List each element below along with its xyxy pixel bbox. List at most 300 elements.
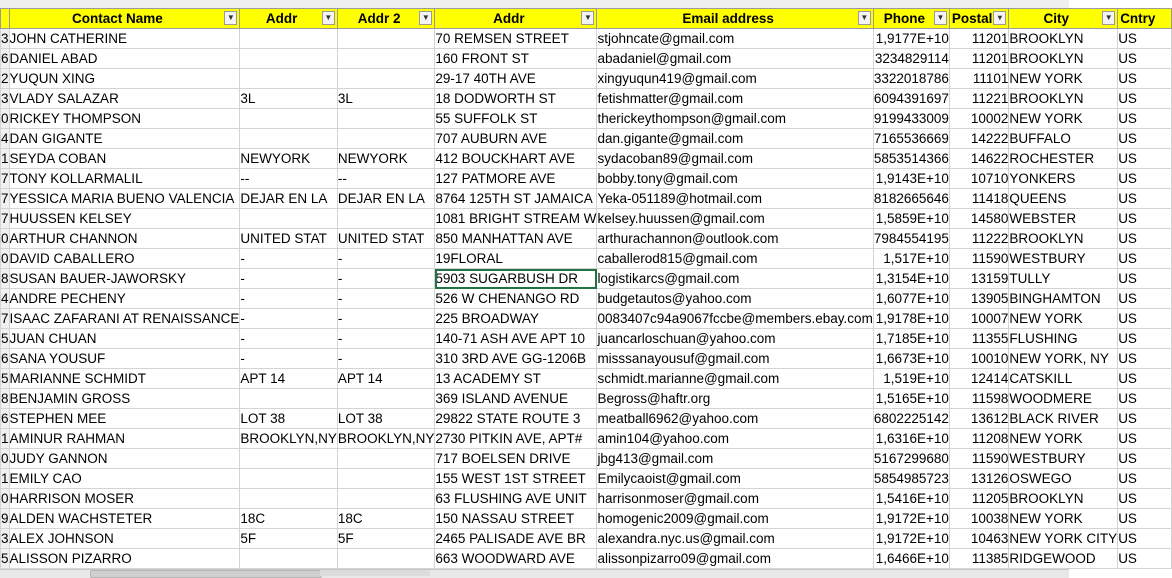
row-number[interactable]: 0 [1,249,10,269]
column-header-postal[interactable]: Postal ▾ [949,9,1009,29]
cell-addr1[interactable]: - [240,289,338,309]
cell-city[interactable]: BROOKLYN [1009,49,1118,69]
cell-phone[interactable]: 1,3154E+10 [873,269,949,289]
cell-addr2[interactable]: 18C [337,509,435,529]
cell-phone[interactable]: 1,5416E+10 [873,489,949,509]
cell-contact-name[interactable]: DAVID CABALLERO [9,249,240,269]
row-number[interactable]: 2 [1,69,10,89]
cell-addr[interactable]: 526 W CHENANGO RD [435,289,597,309]
cell-postal[interactable]: 13126 [949,469,1009,489]
cell-country[interactable]: US [1118,509,1172,529]
cell-addr1[interactable] [240,389,338,409]
cell-contact-name[interactable]: STEPHEN MEE [9,409,240,429]
cell-country[interactable]: US [1118,549,1172,569]
cell-contact-name[interactable]: RICKEY THOMPSON [9,109,240,129]
cell-addr1[interactable]: - [240,269,338,289]
cell-addr1[interactable]: LOT 38 [240,409,338,429]
cell-addr[interactable]: 369 ISLAND AVENUE [435,389,597,409]
cell-addr[interactable]: 717 BOELSEN DRIVE [435,449,597,469]
row-number[interactable]: 6 [1,49,10,69]
cell-email[interactable]: caballerod815@gmail.com [597,249,873,269]
cell-addr2[interactable]: NEWYORK [337,149,435,169]
cell-email[interactable]: Begross@haftr.org [597,389,873,409]
row-number[interactable]: 4 [1,289,10,309]
cell-city[interactable]: TULLY [1009,269,1118,289]
row-number[interactable]: 8 [1,269,10,289]
cell-addr[interactable]: 127 PATMORE AVE [435,169,597,189]
cell-contact-name[interactable]: HUUSSEN KELSEY [9,209,240,229]
cell-email[interactable]: homogenic2009@gmail.com [597,509,873,529]
cell-addr[interactable]: 29822 STATE ROUTE 3 [435,409,597,429]
cell-phone[interactable]: 1,5859E+10 [873,209,949,229]
cell-contact-name[interactable]: JUDY GANNON [9,449,240,469]
cell-city[interactable]: NEW YORK [1009,309,1118,329]
table-row [1,209,1172,229]
cell-contact-name[interactable]: SEYDA COBAN [9,149,240,169]
cell-phone[interactable]: 1,5165E+10 [873,389,949,409]
cell-city[interactable]: WESTBURY [1009,249,1118,269]
cell-country[interactable]: US [1118,449,1172,469]
cell-addr[interactable]: 70 REMSEN STREET [435,29,597,49]
cell-city[interactable]: BLACK RIVER [1009,409,1118,429]
cell-email[interactable]: schmidt.marianne@gmail.com [597,369,873,389]
cell-country[interactable]: US [1118,409,1172,429]
table-row [1,109,1172,129]
row-number[interactable]: 3 [1,29,10,49]
cell-country[interactable]: US [1118,69,1172,89]
cell-postal[interactable]: 10007 [949,309,1009,329]
cell-addr2[interactable]: - [337,329,435,349]
cell-email[interactable]: stjohncate@gmail.com [597,29,873,49]
dropdown-arrow-icon[interactable]: ▼ [934,11,947,25]
cell-phone[interactable]: 6802225142 [873,409,949,429]
cell-email[interactable]: arthurachannon@outlook.com [597,229,873,249]
cell-addr[interactable]: 5903 SUGARBUSH DR [435,269,597,289]
cell-addr2[interactable] [337,109,435,129]
cell-contact-name[interactable]: JOHN CATHERINE [9,29,240,49]
column-header-addr2[interactable]: Addr 2 ▼ [337,9,435,29]
table-row [1,529,1172,549]
cell-email[interactable]: misssanayousuf@gmail.com [597,349,873,369]
cell-addr[interactable]: 310 3RD AVE GG-1206B [435,349,597,369]
cell-addr1[interactable] [240,49,338,69]
cell-contact-name[interactable]: ALDEN WACHSTETER [9,509,240,529]
cell-addr1[interactable]: - [240,329,338,349]
cell-phone[interactable]: 5854985723 [873,469,949,489]
cell-phone[interactable]: 1,9172E+10 [873,529,949,549]
cell-country[interactable]: US [1118,89,1172,109]
cell-city[interactable]: NEW YORK [1009,69,1118,89]
cell-contact-name[interactable]: ISAAC ZAFARANI AT RENAISSANCE [9,309,240,329]
cell-contact-name[interactable]: YESSICA MARIA BUENO VALENCIA [9,189,240,209]
cell-contact-name[interactable]: SUSAN BAUER-JAWORSKY [9,269,240,289]
cell-addr2[interactable] [337,469,435,489]
row-number[interactable]: 9 [1,509,10,529]
cell-addr2[interactable] [337,129,435,149]
cell-addr2[interactable]: - [337,249,435,269]
cell-postal[interactable]: 13905 [949,289,1009,309]
scrollbar-thumb[interactable] [90,570,322,578]
cell-addr1[interactable]: -- [240,169,338,189]
select-all-corner[interactable] [1,9,10,29]
cell-city[interactable]: WESTBURY [1009,449,1118,469]
cell-email[interactable]: alissonpizarro09@gmail.com [597,549,873,569]
cell-addr[interactable]: 140-71 ASH AVE APT 10 [435,329,597,349]
cell-addr1[interactable] [240,129,338,149]
cell-addr2[interactable] [337,69,435,89]
cell-phone[interactable]: 5167299680 [873,449,949,469]
cell-phone[interactable]: 1,6673E+10 [873,349,949,369]
cell-addr[interactable]: 707 AUBURN AVE [435,129,597,149]
cell-email[interactable]: dan.gigante@gmail.com [597,129,873,149]
row-number[interactable]: 8 [1,389,10,409]
row-number[interactable]: 1 [1,429,10,449]
cell-addr2[interactable]: - [337,349,435,369]
cell-phone[interactable]: 1,9172E+10 [873,509,949,529]
cell-addr[interactable]: 8764 125TH ST JAMAICA [435,189,597,209]
cell-city[interactable]: NEW YORK CITY [1009,529,1118,549]
cell-addr2[interactable]: APT 14 [337,369,435,389]
cell-city[interactable]: BROOKLYN [1009,229,1118,249]
cell-addr1[interactable] [240,69,338,89]
cell-addr2[interactable] [337,489,435,509]
column-header-email[interactable]: Email address ▼ [597,9,873,29]
cell-postal[interactable]: 11201 [949,29,1009,49]
cell-postal[interactable]: 11221 [949,89,1009,109]
cell-country[interactable]: US [1118,529,1172,549]
cell-phone[interactable]: 7165536669 [873,129,949,149]
cell-addr1[interactable]: APT 14 [240,369,338,389]
cell-addr2[interactable]: 5F [337,529,435,549]
cell-country[interactable]: US [1118,489,1172,509]
cell-postal[interactable]: 11201 [949,49,1009,69]
cell-postal[interactable]: 11101 [949,69,1009,89]
cell-addr[interactable]: 663 WOODWARD AVE [435,549,597,569]
cell-email[interactable]: bobby.tony@gmail.com [597,169,873,189]
cell-addr1[interactable]: 5F [240,529,338,549]
cell-addr[interactable]: 19FLORAL [435,249,597,269]
cell-addr1[interactable]: - [240,349,338,369]
cell-country[interactable]: US [1118,369,1172,389]
table-row [1,369,1172,389]
cell-addr2[interactable] [337,449,435,469]
cell-country[interactable]: US [1118,149,1172,169]
cell-addr1[interactable]: BROOKLYN,NY [240,429,338,449]
funnel-filter-icon[interactable]: ▾ [993,11,1006,25]
column-header-contact-name[interactable]: Contact Name ▼ [9,9,240,29]
cell-addr[interactable]: 412 BOUCKHART AVE [435,149,597,169]
cell-postal[interactable]: 11208 [949,429,1009,449]
cell-addr2[interactable]: UNITED STAT [337,229,435,249]
cell-addr[interactable]: 850 MANHATTAN AVE [435,229,597,249]
cell-phone[interactable]: 9199433009 [873,109,949,129]
cell-country[interactable]: US [1118,429,1172,449]
cell-addr1[interactable] [240,29,338,49]
cell-contact-name[interactable]: ALISSON PIZARRO [9,549,240,569]
row-number[interactable]: 5 [1,549,10,569]
column-header-addr1[interactable]: Addr ▼ [240,9,338,29]
cell-country[interactable]: US [1118,389,1172,409]
cell-email[interactable]: jbg413@gmail.com [597,449,873,469]
row-number[interactable]: 0 [1,449,10,469]
cell-email[interactable]: 0083407c94a9067fccbe@members.ebay.com [597,309,873,329]
cell-phone[interactable]: 1,9177E+10 [873,29,949,49]
cell-postal[interactable]: 11385 [949,549,1009,569]
dropdown-arrow-icon[interactable]: ▼ [224,11,237,25]
cell-city[interactable]: BINGHAMTON [1009,289,1118,309]
cell-email[interactable]: xingyuqun419@gmail.com [597,69,873,89]
cell-city[interactable]: WOODMERE [1009,389,1118,409]
cell-city[interactable]: NEW YORK, NY [1009,349,1118,369]
cell-city[interactable]: FLUSHING [1009,329,1118,349]
cell-phone[interactable]: 8182665646 [873,189,949,209]
table-row [1,549,1172,569]
cell-postal[interactable]: 11418 [949,189,1009,209]
cell-contact-name[interactable]: VLADY SALAZAR [9,89,240,109]
cell-city[interactable]: RIDGEWOOD [1009,549,1118,569]
dropdown-arrow-icon[interactable]: ▼ [322,11,335,25]
cell-phone[interactable]: 1,9143E+10 [873,169,949,189]
column-header-city[interactable]: City ▼ [1009,9,1118,29]
cell-city[interactable]: NEW YORK [1009,509,1118,529]
cell-postal[interactable]: 14622 [949,149,1009,169]
cell-addr[interactable]: 55 SUFFOLK ST [435,109,597,129]
cell-country[interactable]: US [1118,289,1172,309]
cell-addr1[interactable]: NEWYORK [240,149,338,169]
row-number[interactable]: 0 [1,229,10,249]
cell-addr[interactable]: 18 DODWORTH ST [435,89,597,109]
row-number[interactable]: 0 [1,109,10,129]
cell-country[interactable]: US [1118,269,1172,289]
cell-addr1[interactable]: 18C [240,509,338,529]
cell-addr[interactable]: 2730 PITKIN AVE, APT# [435,429,597,449]
cell-postal[interactable]: 11222 [949,229,1009,249]
row-number[interactable]: 5 [1,329,10,349]
cell-country[interactable]: US [1118,189,1172,209]
cell-country[interactable]: US [1118,309,1172,329]
cell-country[interactable]: US [1118,349,1172,369]
cell-addr2[interactable]: DEJAR EN LA [337,189,435,209]
column-header-country[interactable]: Cntry [1118,9,1172,29]
cell-email[interactable]: Emilycaoist@gmail.com [597,469,873,489]
cell-addr1[interactable]: DEJAR EN LA [240,189,338,209]
row-number[interactable]: 6 [1,409,10,429]
cell-postal[interactable]: 11205 [949,489,1009,509]
cell-country[interactable]: US [1118,169,1172,189]
row-number[interactable]: 3 [1,89,10,109]
cell-addr[interactable]: 1081 BRIGHT STREAM W [435,209,597,229]
row-number[interactable]: 6 [1,349,10,369]
cell-postal[interactable]: 14580 [949,209,1009,229]
cell-phone[interactable]: 5853514366 [873,149,949,169]
cell-addr[interactable]: 29-17 40TH AVE [435,69,597,89]
cell-postal[interactable]: 11590 [949,249,1009,269]
cell-addr1[interactable] [240,489,338,509]
cell-city[interactable]: BROOKLYN [1009,29,1118,49]
cell-postal[interactable]: 11355 [949,329,1009,349]
row-number[interactable]: 1 [1,149,10,169]
cell-phone[interactable]: 3322018786 [873,69,949,89]
cell-addr2[interactable]: BROOKLYN,NY [337,429,435,449]
table-row [1,349,1172,369]
cell-contact-name[interactable]: SANA YOUSUF [9,349,240,369]
table-row [1,189,1172,209]
cell-phone[interactable]: 1,7185E+10 [873,329,949,349]
cell-addr2[interactable]: - [337,309,435,329]
cell-contact-name[interactable]: JUAN CHUAN [9,329,240,349]
cell-addr2[interactable]: -- [337,169,435,189]
row-number[interactable]: 7 [1,189,10,209]
cell-postal[interactable]: 10463 [949,529,1009,549]
cell-email[interactable]: kelsey.huussen@gmail.com [597,209,873,229]
cell-addr[interactable]: 63 FLUSHING AVE UNIT [435,489,597,509]
cell-postal[interactable]: 12414 [949,369,1009,389]
row-number[interactable]: 7 [1,209,10,229]
cell-country[interactable]: US [1118,209,1172,229]
cell-city[interactable]: OSWEGO [1009,469,1118,489]
cell-city[interactable]: CATSKILL [1009,369,1118,389]
cell-addr2[interactable] [337,209,435,229]
cell-country[interactable]: US [1118,29,1172,49]
cell-phone[interactable]: 6094391697 [873,89,949,109]
cell-phone[interactable]: 1,6077E+10 [873,289,949,309]
dropdown-arrow-icon[interactable]: ▼ [1102,11,1115,25]
cell-addr2[interactable]: - [337,269,435,289]
cell-addr2[interactable] [337,49,435,69]
cell-addr1[interactable]: - [240,309,338,329]
cell-contact-name[interactable]: ANDRE PECHENY [9,289,240,309]
cell-postal[interactable]: 11598 [949,389,1009,409]
cell-postal[interactable]: 10038 [949,509,1009,529]
cell-email[interactable]: budgetautos@yahoo.com [597,289,873,309]
cell-email[interactable]: fetishmatter@gmail.com [597,89,873,109]
cell-postal[interactable]: 11590 [949,449,1009,469]
cell-city[interactable]: ROCHESTER [1009,149,1118,169]
dropdown-arrow-icon[interactable]: ▼ [858,11,871,25]
cell-postal[interactable]: 13612 [949,409,1009,429]
cell-email[interactable]: alexandra.nyc.us@gmail.com [597,529,873,549]
cell-addr1[interactable] [240,109,338,129]
cell-addr1[interactable] [240,549,338,569]
cell-city[interactable]: NEW YORK [1009,109,1118,129]
cell-postal[interactable]: 10010 [949,349,1009,369]
dropdown-arrow-icon[interactable]: ▼ [419,11,432,25]
cell-contact-name[interactable]: ARTHUR CHANNON [9,229,240,249]
cell-contact-name[interactable]: ALEX JOHNSON [9,529,240,549]
cell-contact-name[interactable]: BENJAMIN GROSS [9,389,240,409]
cell-country[interactable]: US [1118,249,1172,269]
cell-addr[interactable]: 150 NASSAU STREET [435,509,597,529]
cell-email[interactable]: sydacoban89@gmail.com [597,149,873,169]
cell-country[interactable]: US [1118,109,1172,129]
cell-addr2[interactable]: - [337,289,435,309]
cell-email[interactable]: harrisonmoser@gmail.com [597,489,873,509]
cell-country[interactable]: US [1118,229,1172,249]
cell-city[interactable]: BUFFALO [1009,129,1118,149]
cell-phone[interactable]: 7984554195 [873,229,949,249]
cell-addr1[interactable]: - [240,249,338,269]
cell-contact-name[interactable]: EMILY CAO [9,469,240,489]
row-number[interactable]: 4 [1,129,10,149]
cell-contact-name[interactable]: MARIANNE SCHMIDT [9,369,240,389]
cell-postal[interactable]: 14222 [949,129,1009,149]
cell-addr1[interactable] [240,449,338,469]
cell-country[interactable]: US [1118,49,1172,69]
cell-city[interactable]: QUEENS [1009,189,1118,209]
dropdown-arrow-icon[interactable]: ▼ [581,11,594,25]
column-header-phone[interactable]: Phone ▼ [873,9,949,29]
cell-postal[interactable]: 13159 [949,269,1009,289]
cell-addr2[interactable]: 3L [337,89,435,109]
cell-addr2[interactable]: LOT 38 [337,409,435,429]
cell-country[interactable]: US [1118,469,1172,489]
cell-addr[interactable]: 155 WEST 1ST STREET [435,469,597,489]
row-number[interactable]: 5 [1,369,10,389]
column-header-addr[interactable]: Addr ▼ [435,9,597,29]
cell-city[interactable]: NEW YORK [1009,429,1118,449]
cell-country[interactable]: US [1118,129,1172,149]
cell-phone[interactable]: 1,6466E+10 [873,549,949,569]
cell-email[interactable]: abadaniel@gmail.com [597,49,873,69]
cell-contact-name[interactable]: DAN GIGANTE [9,129,240,149]
cell-addr2[interactable] [337,389,435,409]
cell-phone[interactable]: 1,6316E+10 [873,429,949,449]
cell-addr[interactable]: 2465 PALISADE AVE BR [435,529,597,549]
cell-postal[interactable]: 10710 [949,169,1009,189]
cell-phone[interactable]: 1,9178E+10 [873,309,949,329]
cell-addr2[interactable] [337,29,435,49]
row-number[interactable]: 7 [1,169,10,189]
cell-addr[interactable]: 160 FRONT ST [435,49,597,69]
cell-contact-name[interactable]: AMINUR RAHMAN [9,429,240,449]
cell-email[interactable]: Yeka-051189@hotmail.com [597,189,873,209]
cell-email[interactable]: therickeythompson@gmail.com [597,109,873,129]
table-row [1,289,1172,309]
cell-city[interactable]: BROOKLYN [1009,489,1118,509]
cell-country[interactable]: US [1118,329,1172,349]
cell-addr1[interactable] [240,209,338,229]
cell-city[interactable]: BROOKLYN [1009,89,1118,109]
row-number[interactable]: 3 [1,529,10,549]
cell-addr1[interactable]: UNITED STAT [240,229,338,249]
cell-phone[interactable]: 3234829114 [873,49,949,69]
cell-addr[interactable]: 13 ACADEMY ST [435,369,597,389]
cell-email[interactable]: amin104@yahoo.com [597,429,873,449]
cell-addr1[interactable]: 3L [240,89,338,109]
cell-email[interactable]: logistikarcs@gmail.com [597,269,873,289]
cell-addr[interactable]: 225 BROADWAY [435,309,597,329]
cell-phone[interactable]: 1,519E+10 [873,369,949,389]
cell-email[interactable]: meatball6962@yahoo.com [597,409,873,429]
sheet-tab-area[interactable] [320,570,430,576]
table-row [1,29,1172,49]
cell-postal[interactable]: 10002 [949,109,1009,129]
cell-contact-name[interactable]: HARRISON MOSER [9,489,240,509]
row-number[interactable]: 0 [1,489,10,509]
cell-city[interactable]: WEBSTER [1009,209,1118,229]
cell-phone[interactable]: 1,517E+10 [873,249,949,269]
row-number[interactable]: 7 [1,309,10,329]
table-row [1,89,1172,109]
cell-addr2[interactable] [337,549,435,569]
cell-contact-name[interactable]: TONY KOLLARMALIL [9,169,240,189]
cell-contact-name[interactable]: DANIEL ABAD [9,49,240,69]
cell-city[interactable]: YONKERS [1009,169,1118,189]
cell-addr1[interactable] [240,469,338,489]
cell-email[interactable]: juancarloschuan@yahoo.com [597,329,873,349]
row-number[interactable]: 1 [1,469,10,489]
cell-contact-name[interactable]: YUQUN XING [9,69,240,89]
